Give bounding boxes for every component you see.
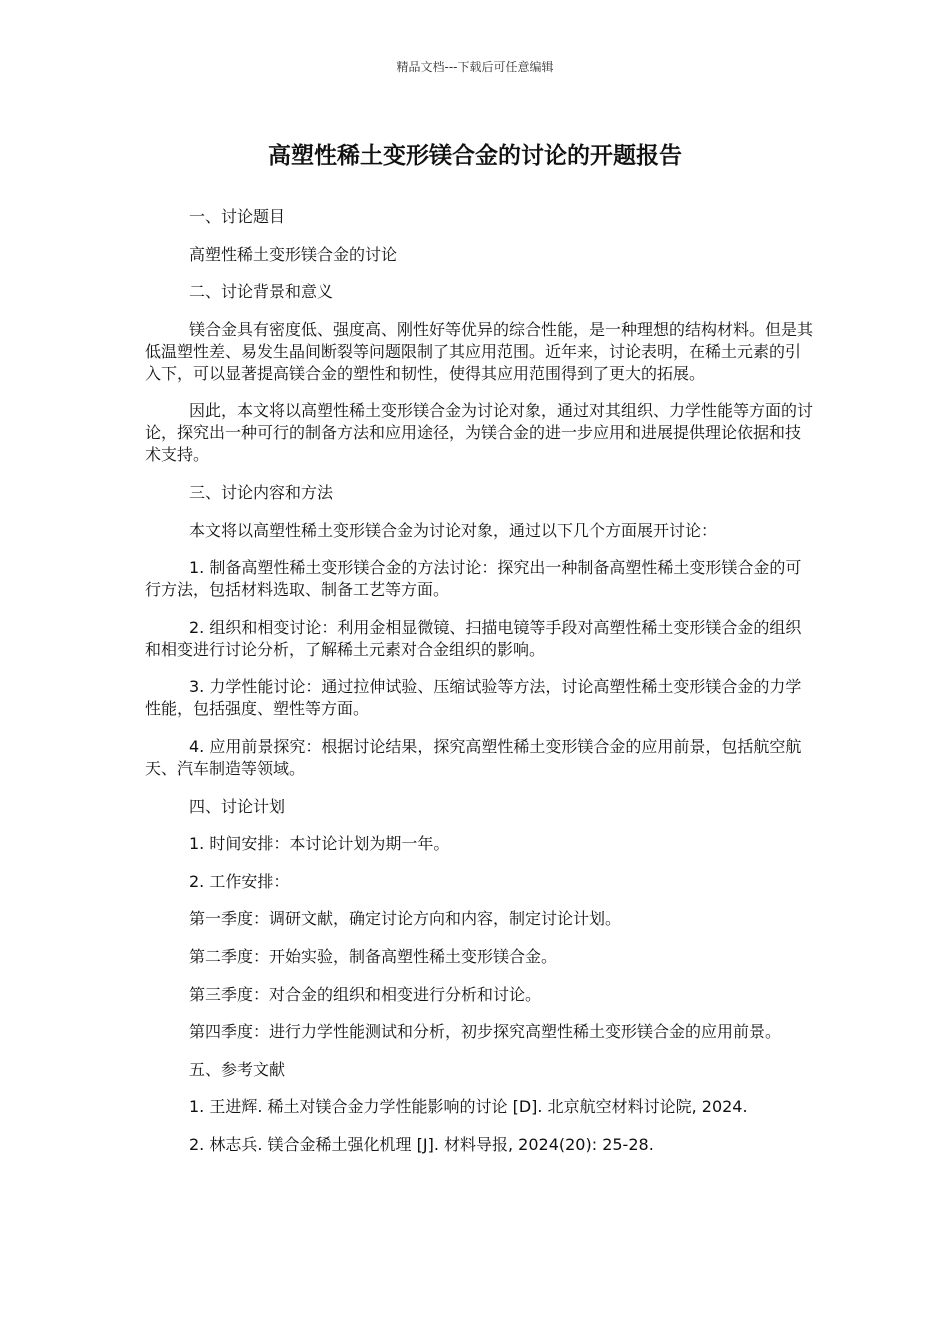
plan-q2: 第二季度：开始实验，制备高塑性稀土变形镁合金。	[189, 946, 558, 966]
heading-references: 五、参考文献	[189, 1059, 286, 1079]
plan-q1: 第一季度：调研文献，确定讨论方向和内容，制定讨论计划。	[189, 909, 622, 929]
paragraph-topic: 高塑性稀土变形镁合金的讨论	[189, 244, 398, 264]
reference-1: 1. 王进辉. 稀土对镁合金力学性能影响的讨论 [D]. 北京航空材料讨论院, 2024.	[189, 1097, 748, 1117]
heading-plan: 四、讨论计划	[189, 796, 286, 816]
heading-content-methods: 三、讨论内容和方法	[189, 482, 334, 502]
document-title: 高塑性稀土变形镁合金的讨论的开题报告	[268, 143, 682, 169]
paragraph-background-1: 镁合金具有密度低、强度高、刚性好等优异的综合性能，是一种理想的结构材料。但是其低温塑性差、易发生晶间断裂等问题限制了其应用范围。近年来，讨论表明，在稀土元素的引入下，可以显著提高镁合金的塑性和韧性，使得其应用范围得到了更大的拓展。	[145, 319, 814, 383]
list-item-microstructure: 2. 组织和相变讨论：利用金相显微镜、扫描电镜等手段对高塑性稀土变形镁合金的组织和相变进行讨论分析，了解稀土元素对合金组织的影响。	[145, 617, 802, 659]
document-body	[145, 206, 815, 1171]
list-item-mechanical: 3. 力学性能讨论：通过拉伸试验、压缩试验等方法，讨论高塑性稀土变形镁合金的力学性能，包括强度、塑性等方面。	[145, 677, 802, 719]
plan-schedule: 1. 时间安排：本讨论计划为期一年。	[189, 834, 450, 854]
heading-topic: 一、讨论题目	[189, 207, 286, 226]
reference-2: 2. 林志兵. 镁合金稀土强化机理 [J]. 材料导报, 2024(20): 25-28.	[189, 1134, 654, 1154]
plan-work: 2. 工作安排：	[189, 871, 290, 891]
plan-q3: 第三季度：对合金的组织和相变进行分析和讨论。	[189, 984, 542, 1004]
list-item-application: 4. 应用前景探究：根据讨论结果，探究高塑性稀土变形镁合金的应用前景，包括航空航天、汽车制造等领域。	[145, 736, 802, 778]
paragraph-content-intro: 本文将以高塑性稀土变形镁合金为讨论对象，通过以下几个方面展开讨论：	[189, 520, 718, 540]
header-note: 精品文档---下载后可任意编辑	[396, 60, 554, 74]
paragraph-background-2: 因此，本文将以高塑性稀土变形镁合金为讨论对象，通过对其组织、力学性能等方面的讨论，探究出一种可行的制备方法和应用途径，为镁合金的进一步应用和进展提供理论依据和技术支持。	[145, 401, 814, 465]
heading-background: 二、讨论背景和意义	[189, 282, 334, 302]
list-item-preparation: 1. 制备高塑性稀土变形镁合金的方法讨论：探究出一种制备高塑性稀土变形镁合金的可行方法，包括材料选取、制备工艺等方面。	[145, 558, 802, 600]
plan-q4: 第四季度：进行力学性能测试和分析，初步探究高塑性稀土变形镁合金的应用前景。	[189, 1022, 782, 1042]
